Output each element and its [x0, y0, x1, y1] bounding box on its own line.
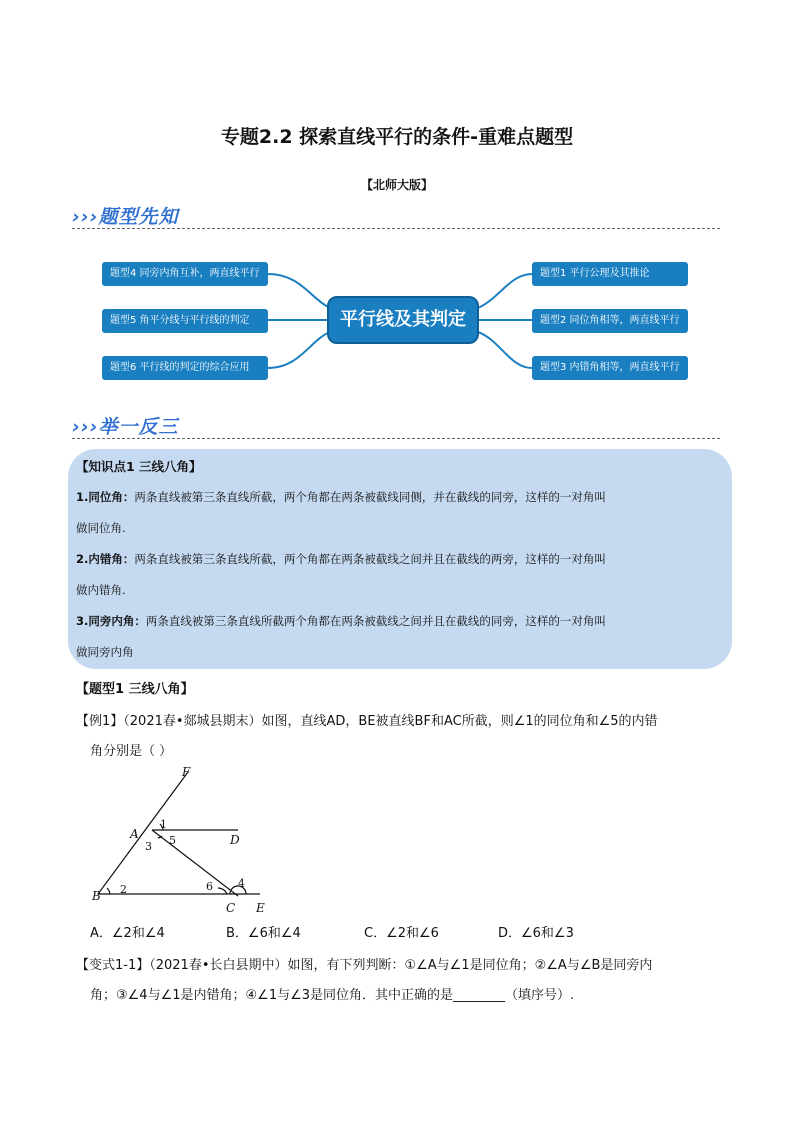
knowledge-text: 两条直线被第三条直线所截两个角都在两条被截线之间并且在截线的同旁，这样的一对角叫	[145, 614, 606, 628]
angle-label-2: 2	[120, 883, 127, 896]
mindmap-node-type5: 题型5 角平分线与平行线的判定	[102, 309, 268, 333]
example1-question-cont: 角分别是（ ）	[90, 744, 173, 759]
option-b: B．∠6和∠4	[226, 926, 301, 941]
knowledge-text: 两条直线被第三条直线所截，两个角都在两条被截线同侧，并在截线的同旁，这样的一对角叫	[134, 490, 606, 504]
option-c: C．∠2和∠6	[364, 926, 439, 941]
page-title: 专题2.2 探索直线平行的条件-重难点题型	[220, 126, 574, 148]
knowledge-item-2-cont: 做内错角.	[76, 583, 126, 597]
mindmap-center: 平行线及其判定	[327, 296, 479, 344]
knowledge-text: 两条直线被第三条直线所截，两个角都在两条被截线之间并且在截线的两旁，这样的一对角叫	[134, 552, 606, 566]
example1-question: 【例1】（2021春•郯城县期末）如图，直线AD，BE被直线BF和AC所截，则∠1的同位角和∠5的内错	[76, 714, 658, 729]
type1-heading: 【题型1 三线八角】	[76, 682, 194, 697]
variant1-question: 【变式1-1】（2021春•长白县期中）如图，有下列判断：①∠A与∠1是同位角；②∠A与∠B是同旁内	[76, 958, 653, 973]
variant1-question-cont: 角；③∠4与∠1是内错角；④∠1与∠3是同位角．其中正确的是________（填序号）.	[90, 988, 575, 1003]
angle-label-6: 6	[206, 880, 213, 893]
section-heading-practice: ›››举一反三	[72, 416, 179, 438]
knowledge-item-2	[76, 551, 724, 567]
angle-label-3: 3	[145, 840, 152, 853]
edition-label: 【北师大版】	[360, 178, 433, 192]
angle-label-1: 1	[160, 818, 167, 831]
point-label-E: E	[256, 901, 265, 915]
knowledge-item-3-cont: 做同旁内角	[76, 645, 134, 659]
knowledge-item-1	[76, 489, 724, 505]
knowledge-label: 1.同位角：	[76, 490, 135, 504]
point-label-F: F	[182, 766, 191, 779]
mindmap-node-type2: 题型2 同位角相等，两直线平行	[532, 309, 688, 333]
point-label-A: A	[130, 827, 139, 841]
point-label-C: C	[226, 901, 236, 915]
section-divider	[72, 438, 720, 439]
knowledge-heading: 【知识点1 三线八角】	[76, 459, 202, 474]
section-heading-preview: ›››题型先知	[72, 206, 179, 228]
knowledge-item-3	[76, 613, 724, 629]
mindmap-node-type3: 题型3 内错角相等，两直线平行	[532, 356, 688, 380]
knowledge-label: 3.同旁内角：	[76, 614, 146, 628]
mindmap-node-type6: 题型6 平行线的判定的综合应用	[102, 356, 268, 380]
knowledge-label: 2.内错角：	[76, 552, 135, 566]
option-d: D．∠6和∠3	[498, 926, 574, 941]
point-label-D: D	[230, 833, 240, 847]
point-label-B: B	[92, 889, 101, 903]
mindmap-node-type1: 题型1 平行公理及其推论	[532, 262, 688, 286]
geometry-figure	[80, 766, 280, 916]
mindmap-node-type4: 题型4 同旁内角互补，两直线平行	[102, 262, 268, 286]
angle-label-5: 5	[169, 834, 176, 847]
option-a: A．∠2和∠4	[90, 926, 165, 941]
knowledge-item-1-cont: 做同位角.	[76, 521, 126, 535]
angle-label-4: 4	[238, 877, 245, 890]
